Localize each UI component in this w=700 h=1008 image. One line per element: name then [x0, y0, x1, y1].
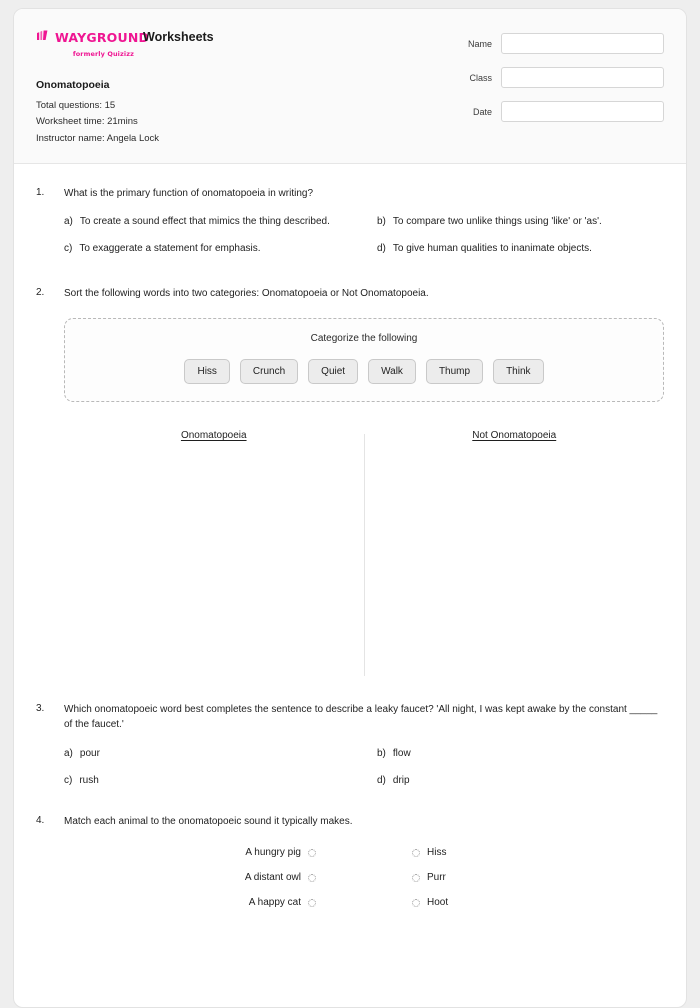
- class-field-row: [426, 67, 664, 88]
- option-key: c): [64, 774, 73, 786]
- match-row-2: [64, 872, 664, 883]
- wayground-logo-text: WAYGROUND: [55, 29, 150, 45]
- student-info-fields: [426, 27, 664, 122]
- question-2-text: Sort the following words into two categories: Onomatopoeia or Not Onomatopoeia.: [64, 288, 429, 300]
- brand-row: [36, 29, 214, 58]
- option-key: d): [377, 774, 386, 786]
- question-1: [36, 186, 664, 257]
- option-key: d): [377, 243, 386, 255]
- question-4-text: Match each animal to the onomatopoeic sound it typically makes.: [64, 815, 353, 827]
- date-field-row: [426, 101, 664, 122]
- question-1-option-a[interactable]: [64, 214, 351, 229]
- categorize-columns: [64, 428, 664, 676]
- class-input[interactable]: [501, 67, 664, 88]
- worksheet-header: [14, 9, 686, 164]
- match-connector-left-1-icon[interactable]: [308, 849, 316, 857]
- option-key: a): [64, 216, 73, 228]
- match-right-label-2: Purr: [427, 872, 446, 884]
- match-connector-right-3-icon[interactable]: [412, 899, 420, 907]
- matching-area: [64, 847, 664, 908]
- wayground-logo-subtitle: formerly Quizizz: [72, 50, 134, 58]
- question-1-option-b[interactable]: [377, 214, 664, 229]
- categorize-chips: [81, 359, 647, 384]
- match-connector-right-2-icon[interactable]: [412, 874, 420, 882]
- option-text: drip: [392, 774, 410, 786]
- chip-quiet[interactable]: Quiet: [308, 359, 358, 384]
- question-1-number: 1.: [36, 186, 45, 198]
- question-2: [36, 286, 664, 676]
- date-input[interactable]: [501, 101, 664, 122]
- worksheet-body: [14, 164, 686, 919]
- chip-thump[interactable]: Thump: [426, 359, 483, 384]
- option-key: a): [64, 747, 73, 759]
- question-4-number: 4.: [36, 814, 45, 826]
- name-input[interactable]: [501, 33, 664, 54]
- match-left-label-3: A happy cat: [248, 897, 301, 909]
- match-connector-right-1-icon[interactable]: [412, 849, 420, 857]
- option-text: To give human qualities to inanimate objects.: [392, 243, 592, 255]
- option-text: rush: [79, 774, 99, 786]
- option-text: To compare two unlike things using 'like' or 'as'.: [392, 216, 602, 228]
- category-heading-not-onomatopoeia: Not Onomatopoeia: [472, 429, 557, 441]
- question-3-option-a[interactable]: [64, 746, 351, 761]
- question-3-option-b[interactable]: [377, 746, 664, 761]
- wayground-logo-mark-icon: [36, 29, 52, 47]
- match-right-label-1: Hiss: [427, 847, 447, 859]
- match-left-label-2: A distant owl: [244, 872, 301, 884]
- categorize-title: Categorize the following: [310, 332, 418, 344]
- category-column-not-onomatopoeia[interactable]: [365, 428, 665, 676]
- app-title: Worksheets: [143, 30, 214, 44]
- match-left-label-1: A hungry pig: [245, 847, 301, 859]
- match-row-1: [64, 847, 664, 858]
- option-text: pour: [79, 747, 100, 759]
- chip-walk[interactable]: Walk: [368, 359, 416, 384]
- worksheet-meta: [36, 79, 214, 147]
- option-text: To create a sound effect that mimics the thing described.: [79, 216, 330, 228]
- category-column-onomatopoeia[interactable]: [64, 428, 364, 676]
- option-text: To exaggerate a statement for emphasis.: [79, 243, 261, 255]
- option-key: b): [377, 747, 386, 759]
- total-questions: Total questions: 15: [36, 100, 116, 111]
- chip-hiss[interactable]: Hiss: [184, 359, 229, 384]
- question-1-option-d[interactable]: [377, 241, 664, 256]
- question-4: [36, 814, 664, 909]
- instructor-name: Instructor name: Angela Lock: [36, 132, 160, 144]
- categorize-box: [64, 318, 664, 402]
- question-3-option-c[interactable]: [64, 773, 351, 788]
- question-3-option-d[interactable]: [377, 773, 664, 788]
- question-3: [36, 702, 664, 788]
- chip-crunch[interactable]: Crunch: [240, 359, 298, 384]
- worksheet-title: Onomatopoeia: [36, 79, 110, 91]
- worksheet-page: [13, 8, 687, 1008]
- category-heading-onomatopoeia: Onomatopoeia: [180, 429, 247, 441]
- class-label: Class: [469, 72, 492, 83]
- match-right-label-3: Hoot: [427, 897, 449, 909]
- name-label: Name: [467, 38, 492, 49]
- wayground-logo: [36, 29, 150, 58]
- option-key: b): [377, 216, 386, 228]
- option-key: c): [64, 243, 73, 255]
- question-1-option-c[interactable]: [64, 241, 351, 256]
- header-left: [36, 27, 214, 147]
- question-2-number: 2.: [36, 287, 45, 299]
- date-label: Date: [472, 106, 492, 117]
- option-text: flow: [392, 747, 411, 759]
- question-3-text: Which onomatopoeic word best completes the sentence to describe a leaky faucet? 'All night, I was kept awake by the constant _____ of the faucet.': [64, 703, 658, 731]
- match-connector-left-2-icon[interactable]: [308, 874, 316, 882]
- match-row-3: [64, 897, 664, 908]
- question-3-options: [64, 746, 664, 788]
- name-field-row: [426, 33, 664, 54]
- question-1-options: [64, 214, 664, 256]
- question-3-number: 3.: [36, 702, 45, 714]
- chip-think[interactable]: Think: [493, 359, 543, 384]
- worksheet-time: Worksheet time: 21mins: [36, 116, 138, 128]
- match-connector-left-3-icon[interactable]: [308, 899, 316, 907]
- question-1-text: What is the primary function of onomatopoeia in writing?: [64, 187, 314, 199]
